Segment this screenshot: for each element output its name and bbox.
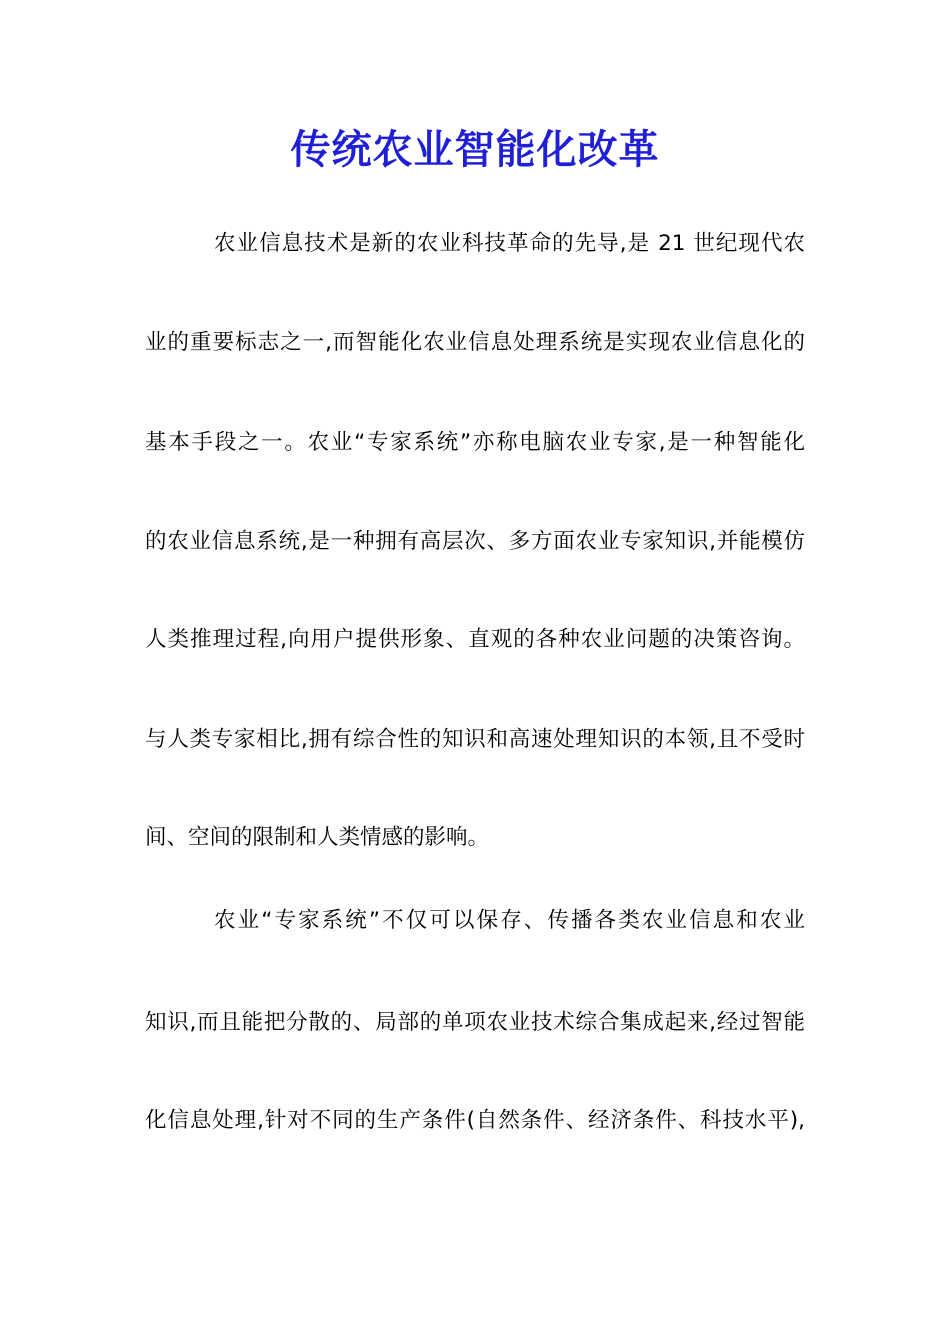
- paragraph-1-line-4: 的农业信息系统,是一种拥有高层次、多方面农业专家知识,并能模仿: [145, 529, 805, 554]
- paragraph-1-line-5: 人类推理过程,向用户提供形象、直观的各种农业问题的决策咨询。: [145, 627, 805, 652]
- paragraph-2-line-2: 知识,而且能把分散的、局部的单项农业技术综合集成起来,经过智能: [145, 1010, 805, 1035]
- paragraph-1-line-3: 基本手段之一。农业“专家系统”亦称电脑农业专家,是一种智能化: [145, 430, 805, 455]
- paragraph-1-line-2: 业的重要标志之一,而智能化农业信息处理系统是实现农业信息化的: [145, 330, 805, 355]
- paragraph-1-line-1: 农业信息技术是新的农业科技革命的先导,是 21 世纪现代农: [214, 231, 805, 256]
- paragraph-2-line-1: 农业“专家系统”不仅可以保存、传播各类农业信息和农业: [214, 908, 805, 933]
- document-title: 传统农业智能化改革: [290, 126, 660, 173]
- paragraph-1-line-6: 与人类专家相比,拥有综合性的知识和高速处理知识的本领,且不受时: [145, 727, 805, 752]
- paragraph-2-line-3: 化信息处理,针对不同的生产条件(自然条件、经济条件、科技水平),: [145, 1108, 805, 1133]
- paragraph-1-line-7: 间、空间的限制和人类情感的影响。: [145, 825, 490, 850]
